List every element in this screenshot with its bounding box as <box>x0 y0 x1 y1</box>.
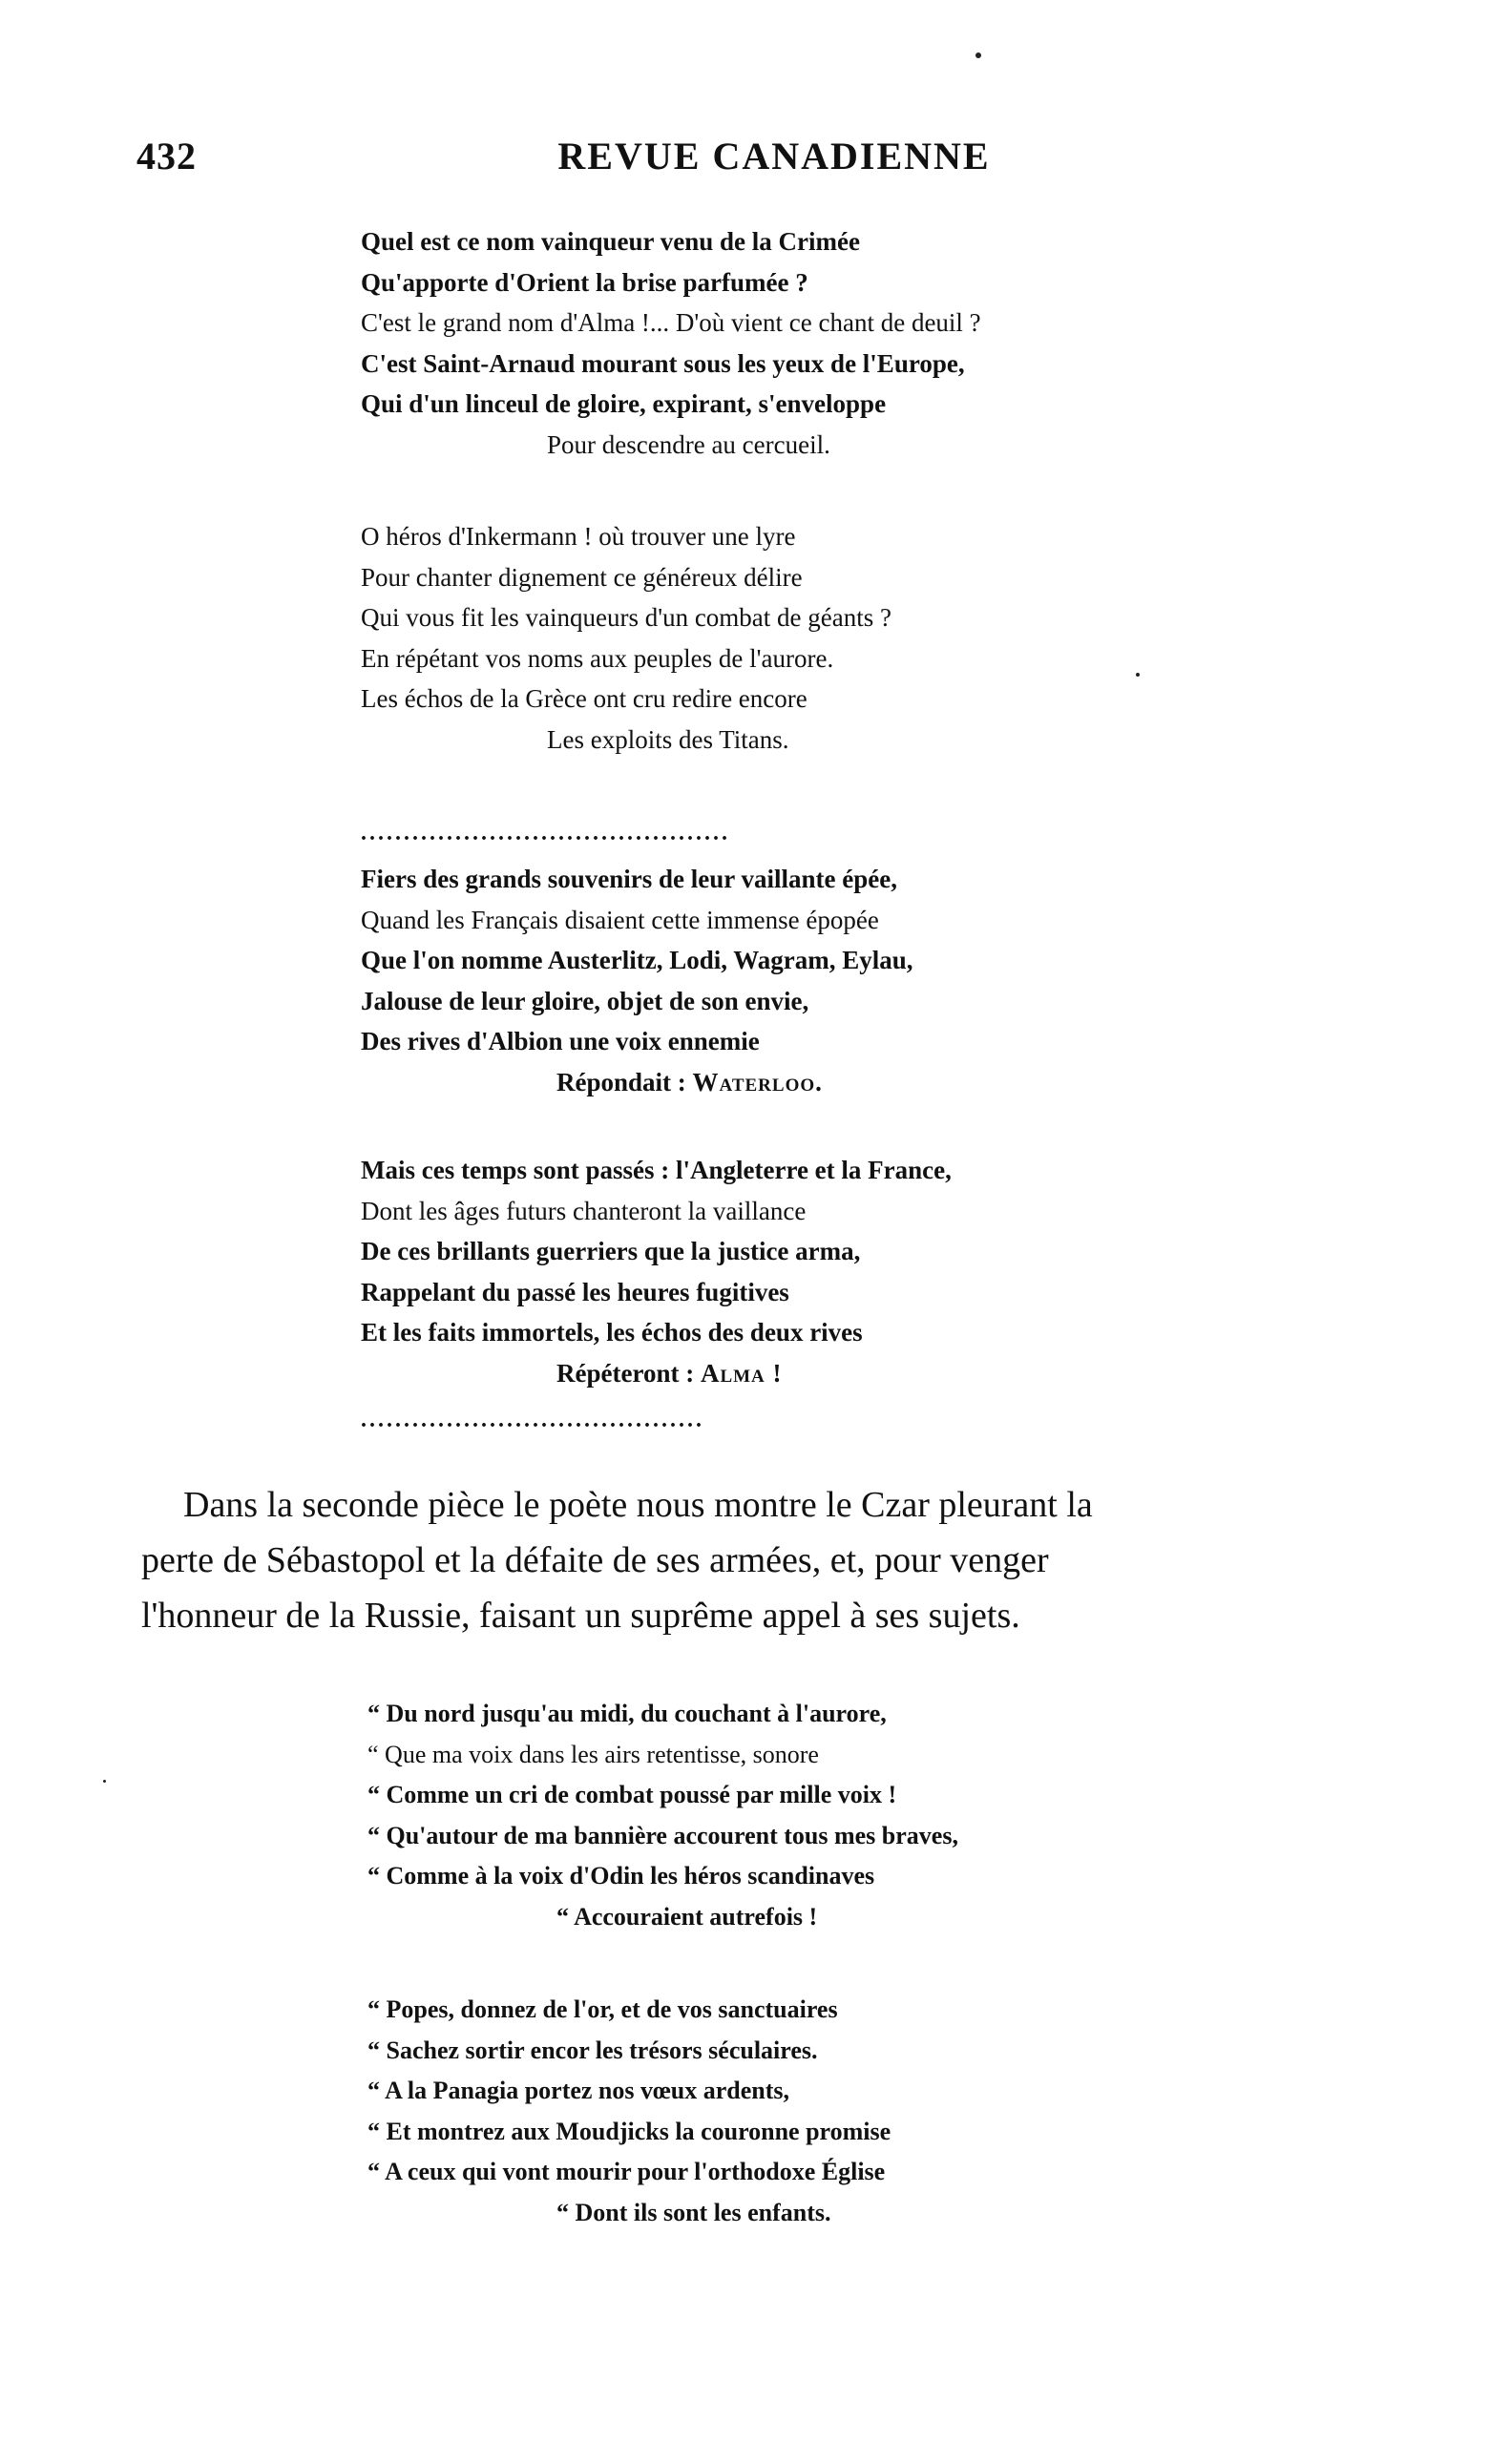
verse-line: “ Comme un cri de combat poussé par mille voix ! <box>367 1781 897 1808</box>
verse-line: Qui d'un linceul de gloire, expirant, s'enveloppe <box>361 389 887 418</box>
verse-line-refrain <box>361 1062 913 1103</box>
scan-speck <box>975 52 981 58</box>
verse-line: Fiers des grands souvenirs de leur vaillante épée, <box>361 865 897 893</box>
verse-line: O héros d'Inkermann ! où trouver une lyre <box>361 522 796 551</box>
verse-line: Dont les âges futurs chanteront la vaillance <box>361 1196 807 1225</box>
verse-line: Rappelant du passé les heures fugitives <box>361 1277 789 1306</box>
prose-paragraph <box>141 1477 1296 1643</box>
verse-line: “ Comme à la voix d'Odin les héros scandinaves <box>367 1862 875 1890</box>
verse-line: Des rives d'Albion une voix ennemie <box>361 1027 760 1055</box>
verse-line: Quel est ce nom vainqueur venu de la Crimée <box>361 227 860 256</box>
verse-line: Qui vous fit les vainqueurs d'un combat de géants ? <box>361 603 891 632</box>
verse-line: Pour descendre au cercueil. <box>547 429 830 459</box>
prose-line: l'honneur de la Russie, faisant un suprême appel à ses sujets. <box>141 1596 1020 1636</box>
verse-line: Jalouse de leur gloire, objet de son envie, <box>361 986 809 1015</box>
verse-line: Qu'apporte d'Orient la brise parfumée ? <box>361 267 808 297</box>
ellipsis-separator: ........................................... <box>361 821 730 846</box>
verse-line: Que l'on nomme Austerlitz, Lodi, Wagram, Eylau, <box>361 946 913 974</box>
poem1-stanza3 <box>361 859 913 1102</box>
verse-line: Les exploits des Titans. <box>547 724 789 754</box>
verse-line: “ A ceux qui vont mourir pour l'orthodoxe Église <box>367 2158 886 2185</box>
verse-line: “ Et montrez aux Moudjicks la couronne promise <box>367 2117 891 2145</box>
verse-line: “ A la Panagia portez nos vœux ardents, <box>367 2077 790 2104</box>
refrain-word: Alma ! <box>700 1358 783 1388</box>
page-number: 432 <box>136 135 197 177</box>
verse-line: De ces brillants guerriers que la justice arma, <box>361 1237 861 1265</box>
verse-line: Mais ces temps sont passés : l'Angleterre et la France, <box>361 1156 952 1184</box>
verse-line: “ Qu'autour de ma bannière accourent tous mes braves, <box>367 1821 958 1849</box>
prose-line: Dans la seconde pièce le poète nous montre le Czar pleurant la <box>183 1485 1093 1525</box>
verse-line: “ Accouraient autrefois ! <box>556 1902 818 1931</box>
verse-line: En répétant vos noms aux peuples de l'aurore. <box>361 643 834 673</box>
refrain-word: Waterloo. <box>692 1067 823 1096</box>
verse-line: Les échos de la Grèce ont cru redire encore <box>361 684 807 713</box>
verse-line: Et les faits immortels, les échos des deux rives <box>361 1318 863 1347</box>
prose-line: perte de Sébastopol et la défaite de ses armées, et, pour venger <box>141 1540 1049 1580</box>
page-header <box>0 134 1510 191</box>
poem1-stanza4 <box>361 1150 952 1393</box>
refrain-prefix: Répéteront : <box>556 1358 701 1388</box>
verse-line: “ Sachez sortir encor les trésors séculaires. <box>367 2036 818 2064</box>
scan-speck <box>103 1780 106 1783</box>
verse-line: Quand les Français disaient cette immense épopée <box>361 905 879 934</box>
verse-line-refrain <box>361 1353 952 1394</box>
poem2-stanza2 <box>367 1990 891 2233</box>
verse-line: “ Dont ils sont les enfants. <box>556 2198 831 2226</box>
ellipsis-separator: ........................................ <box>361 1408 704 1432</box>
verse-line: “ Popes, donnez de l'or, et de vos sanctuaires <box>367 1995 838 2023</box>
verse-line: C'est le grand nom d'Alma !... D'où vient ce chant de deuil ? <box>361 308 981 337</box>
poem1-stanza1 <box>361 221 981 465</box>
scan-speck <box>1136 673 1140 677</box>
verse-line: C'est Saint-Arnaud mourant sous les yeux de l'Europe, <box>361 348 965 378</box>
poem2-stanza1 <box>367 1694 958 1937</box>
poem1-stanza2 <box>361 516 891 760</box>
verse-line: Pour chanter dignement ce généreux délire <box>361 562 803 592</box>
refrain-prefix: Répondait : <box>556 1067 693 1096</box>
verse-line: “ Du nord jusqu'au midi, du couchant à l'aurore, <box>367 1700 887 1727</box>
verse-line: “ Que ma voix dans les airs retentisse, sonore <box>367 1740 819 1768</box>
running-title: REVUE CANADIENNE <box>557 135 991 177</box>
